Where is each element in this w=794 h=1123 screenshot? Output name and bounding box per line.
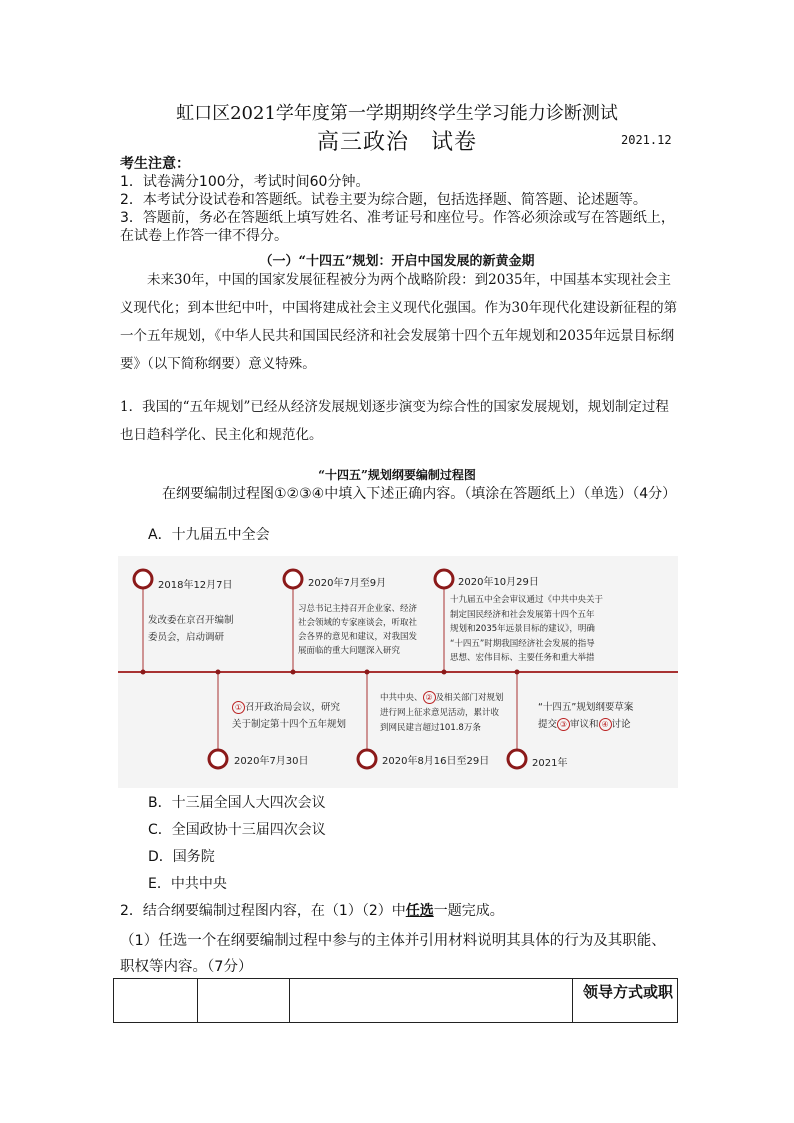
- question-2-stem: 2．结合纲要编制过程图内容，在（1）（2）中任选一题完成。: [120, 903, 504, 919]
- option-e: E．中共中央: [148, 876, 227, 892]
- option-a: A．十九届五中全会: [148, 527, 270, 543]
- question-1-instruction: 在纲要编制过程图①②③④中填入下述正确内容。（填涂在答题纸上）（单选）（4分）: [162, 486, 677, 502]
- exam-date: 2021.12: [621, 133, 672, 147]
- notice-item: 2．本考试分设试卷和答题纸。试卷主要为综合题，包括选择题、简答题、论述题等。: [120, 192, 647, 208]
- event-date: 2020年8月16日至29日: [382, 756, 490, 767]
- option-c: C．全国政协十三届四次会议: [148, 822, 326, 838]
- option-d: D．国务院: [148, 849, 215, 865]
- diagram-title: “十四五”规划纲要编制过程图: [318, 468, 476, 482]
- blank-marker-4: ④: [599, 718, 612, 731]
- notice-item: 在试卷上作答一律不得分。: [120, 228, 288, 244]
- event-text: 中共中央、 ② 及相关部门对规划 进行网上征求意见活动，累计收 到网民建言超过101.8万条: [380, 693, 504, 733]
- notice-heading: 考生注意：: [120, 156, 190, 172]
- exam-subtitle: [0, 125, 794, 156]
- event-text: “十四五”规划纲要草案 提交 ③ 审议和 ④ 讨论: [538, 702, 634, 730]
- timeline-diagram: [118, 556, 678, 788]
- answer-table: [113, 978, 678, 1023]
- event-text: 习总书记主持召开企业家、经济 社会领域的专家座谈会，听取社 会各界的意见和建议，对我国发 展面临的重大问题深入研究: [298, 604, 418, 656]
- material-paragraph: 未来30年，中国的国家发展征程被分为两个战略阶段：到2035年，中国基本实现社会主义现代化；到本世纪中叶，中国将建成社会主义现代化强国。作为30年现代化建设新征程的第一个五年规划，《中华人民共和国国民经济和社会发展第十四个五年规划和2035年远景目标纲要》（以下简称纲要）意义特殊。: [120, 272, 678, 372]
- table-cell: [290, 979, 573, 1023]
- blank-marker-2: ②: [423, 691, 436, 704]
- table-cell: [114, 979, 198, 1023]
- event-date: 2018年12月7日: [158, 580, 233, 591]
- question-1-stem: 1．我国的“五年规划”已经从经济发展规划逐步演变为综合性的国家发展规划，规划制定过程也日趋科学化、民主化和规范化。: [120, 399, 669, 443]
- blank-marker-1: ①: [232, 701, 245, 714]
- emphasis-text: 任选: [405, 903, 434, 919]
- option-b: B．十三届全国人大四次会议: [148, 795, 326, 811]
- section-title: （一）“十四五”规划：开启中国发展的新黄金期: [259, 254, 535, 269]
- event-date: 2020年7月30日: [234, 756, 309, 767]
- notice-item: 1．试卷满分100分，考试时间60分钟。: [120, 174, 370, 190]
- event-text: ① 召开政治局会议，研究 关于制定第十四个五年规划: [232, 702, 347, 730]
- event-text: 发改委在京召开编制 委员会，启动调研: [148, 615, 234, 643]
- table-header-cell: 领导方式或职: [573, 979, 678, 1023]
- event-text: 十九届五中全会审议通过《中共中央关于 制定国民经济和社会发展第十四个五年 规划和2035年远景目标的建议》，明确 “十四五”时期我国经济社会发展的指导 思想、宏伟目标、主要任务和重大举措: [450, 595, 604, 663]
- blank-marker-3: ③: [557, 718, 570, 731]
- notice-item: 3．答题前，务必在答题纸上填写姓名、准考证号和座位号。作答必须涂或写在答题纸上，: [120, 210, 675, 226]
- table-cell: [198, 979, 290, 1023]
- exam-title: 虹口区2021学年度第一学期期终学生学习能力诊断测试: [176, 103, 618, 124]
- event-date: 2020年7月至9月: [308, 578, 387, 589]
- subject-label: 高三政治: [316, 130, 409, 155]
- question-2-sub-1: （1）任选一个在纲要编制过程中参与的主体并引用材料说明其具体的行为及其职能、职权等内容。（7分）: [120, 933, 666, 975]
- event-date: 2021年: [532, 758, 568, 769]
- event-date: 2020年10月29日: [458, 577, 539, 588]
- paper-kind-label: 试卷: [431, 130, 478, 155]
